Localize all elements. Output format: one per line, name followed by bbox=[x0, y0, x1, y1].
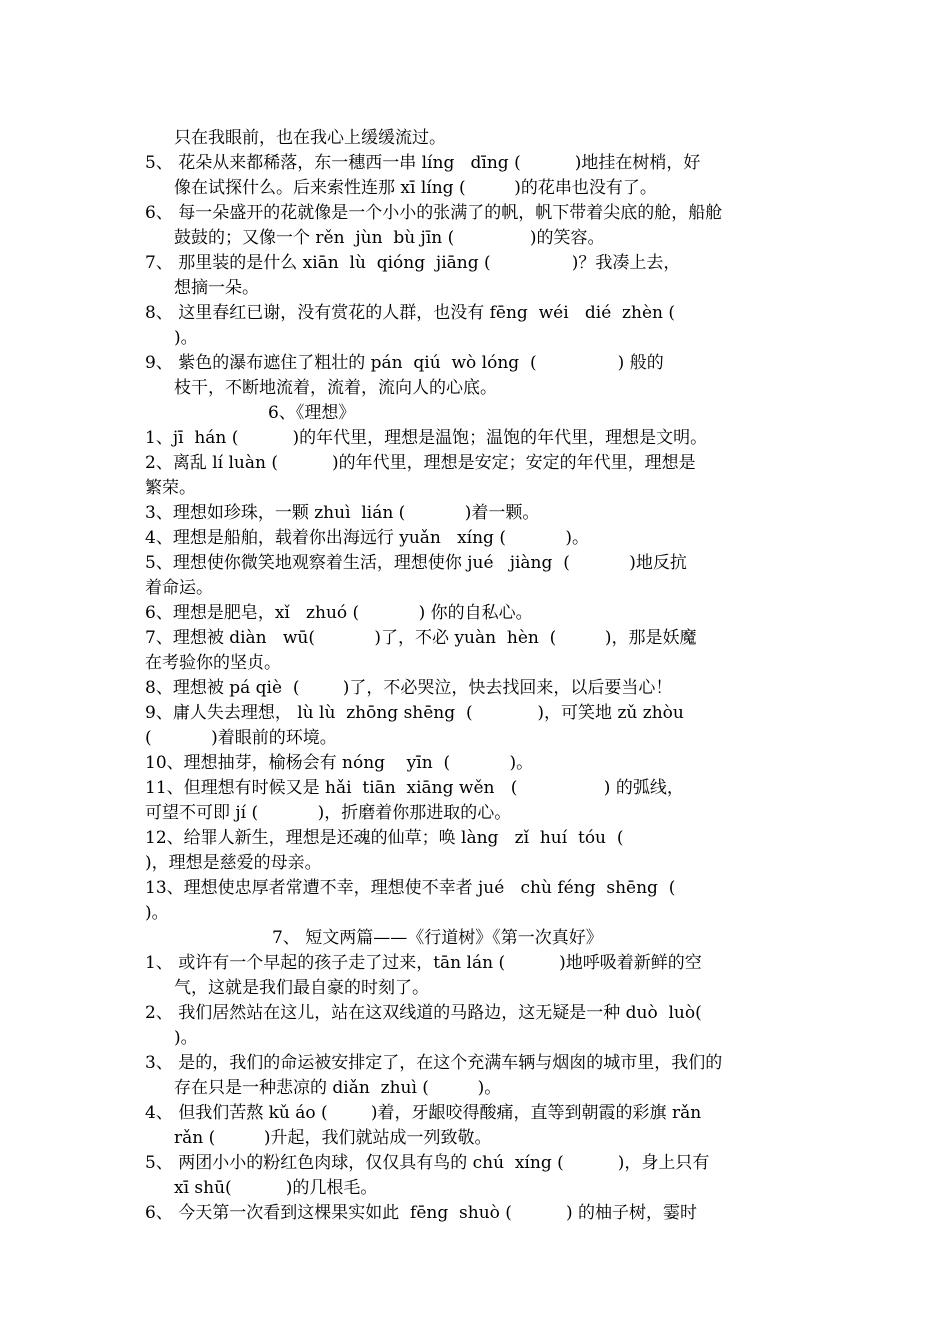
text-line: 6、 每一朵盛开的花就像是一个小小的张满了的帆，帆下带着尖底的舱，船舱 bbox=[145, 203, 723, 223]
text-line: 1、jī hán ( )的年代里，理想是温饱；温饱的年代里，理想是文明。 bbox=[145, 428, 708, 448]
section-heading: 6、《理想》 bbox=[268, 403, 356, 423]
text-line: )。 bbox=[174, 1028, 198, 1048]
text-line: 5、 两团小小的粉红色肉球，仅仅具有鸟的 chú xíng ( )，身上只有 bbox=[145, 1153, 710, 1173]
text-line: 着命运。 bbox=[145, 578, 213, 598]
text-line: 可望不可即 jí ( )，折磨着你那进取的心。 bbox=[145, 803, 512, 823]
text-line: 1、 或许有一个早起的孩子走了过来，tān lán ( )地呼吸着新鲜的空 bbox=[145, 953, 702, 973]
text-line: 5、 花朵从来都稀落，东一穗西一串 líng dīng ( )地挂在树梢，好 bbox=[145, 153, 701, 173]
text-line: 12、给罪人新生，理想是还魂的仙草；唤 làng zǐ huí tóu ( bbox=[145, 828, 624, 848]
text-line: 像在试探什么。后来索性连那 xī líng ( )的花串也没有了。 bbox=[174, 178, 657, 198]
text-line: 6、理想是肥皂，xǐ zhuó ( ) 你的自私心。 bbox=[145, 603, 533, 623]
text-line: 8、 这里春红已谢，没有赏花的人群，也没有 fēng wéi dié zhèn ( bbox=[145, 303, 676, 323]
text-line: 8、理想被 pá qiè ( )了，不必哭泣，快去找回来，以后要当心！ bbox=[145, 678, 673, 698]
text-line: 繁荣。 bbox=[145, 478, 196, 498]
text-line: 3、 是的，我们的命运被安排定了，在这个充满车辆与烟囱的城市里，我们的 bbox=[145, 1053, 723, 1073]
section-heading: 7、 短文两篇——《行道树》《第一次真好》 bbox=[272, 928, 603, 948]
text-line: 在考验你的坚贞。 bbox=[145, 653, 281, 673]
text-line: 6、 今天第一次看到这棵果实如此 fēng shuò ( ) 的柚子树，霎时 bbox=[145, 1203, 697, 1223]
text-line: ( )着眼前的环境。 bbox=[145, 728, 337, 748]
text-line: 气，这就是我们最自豪的时刻了。 bbox=[174, 978, 429, 998]
text-line: 7、 那里装的是什么 xiān lù qióng jiāng ( )？我凑上去， bbox=[145, 253, 681, 273]
text-line: 存在只是一种悲凉的 diǎn zhuì ( )。 bbox=[174, 1078, 502, 1098]
text-line: 5、理想使你微笑地观察着生活，理想使你 jué jiàng ( )地反抗 bbox=[145, 553, 687, 573]
text-line: 7、理想被 diàn wū( )了，不必 yuàn hèn ( )，那是妖魔 bbox=[145, 628, 697, 648]
text-line: )，理想是慈爱的母亲。 bbox=[145, 853, 322, 873]
text-line: 4、 但我们苦熬 kǔ áo ( )着，牙龈咬得酸痛，直等到朝霞的彩旗 rǎn bbox=[145, 1103, 702, 1123]
text-line: 2、离乱 lí luàn ( )的年代里，理想是安定；安定的年代里，理想是 bbox=[145, 453, 696, 473]
text-line: rǎn ( )升起，我们就站成一列致敬。 bbox=[174, 1128, 492, 1148]
text-line: )。 bbox=[145, 903, 169, 923]
text-line: xī shū( )的几根毛。 bbox=[174, 1178, 378, 1198]
text-line: 枝干，不断地流着，流着，流向人的心底。 bbox=[174, 378, 497, 398]
text-line: 4、理想是船舶，载着你出海远行 yuǎn xíng ( )。 bbox=[145, 528, 590, 548]
text-line: 11、但理想有时候又是 hǎi tiān xiāng wěn ( ) 的弧线， bbox=[145, 778, 684, 798]
text-line: )。 bbox=[174, 328, 198, 348]
text-line: 9、 紫色的瀑布遮住了粗壮的 pán qiú wò lóng ( ) 般的 bbox=[145, 353, 664, 373]
text-line: 鼓鼓的；又像一个 rěn jùn bù jīn ( )的笑容。 bbox=[174, 228, 605, 248]
text-line: 想摘一朵。 bbox=[174, 278, 259, 298]
text-line: 9、庸人失去理想， lù lù zhōng shēng ( )，可笑地 zǔ zhòu bbox=[145, 703, 684, 723]
text-line: 13、理想使忠厚者常遭不幸，理想使不幸者 jué chù féng shēng ( bbox=[145, 878, 676, 898]
text-line: 10、理想抽芽，榆杨会有 nóng yīn ( )。 bbox=[145, 753, 534, 773]
text-line: 只在我眼前，也在我心上缓缓流过。 bbox=[174, 128, 446, 148]
text-line: 3、理想如珍珠，一颗 zhuì lián ( )着一颗。 bbox=[145, 503, 540, 523]
text-line: 2、 我们居然站在这儿，站在这双线道的马路边，这无疑是一种 duò luò( bbox=[145, 1003, 702, 1023]
